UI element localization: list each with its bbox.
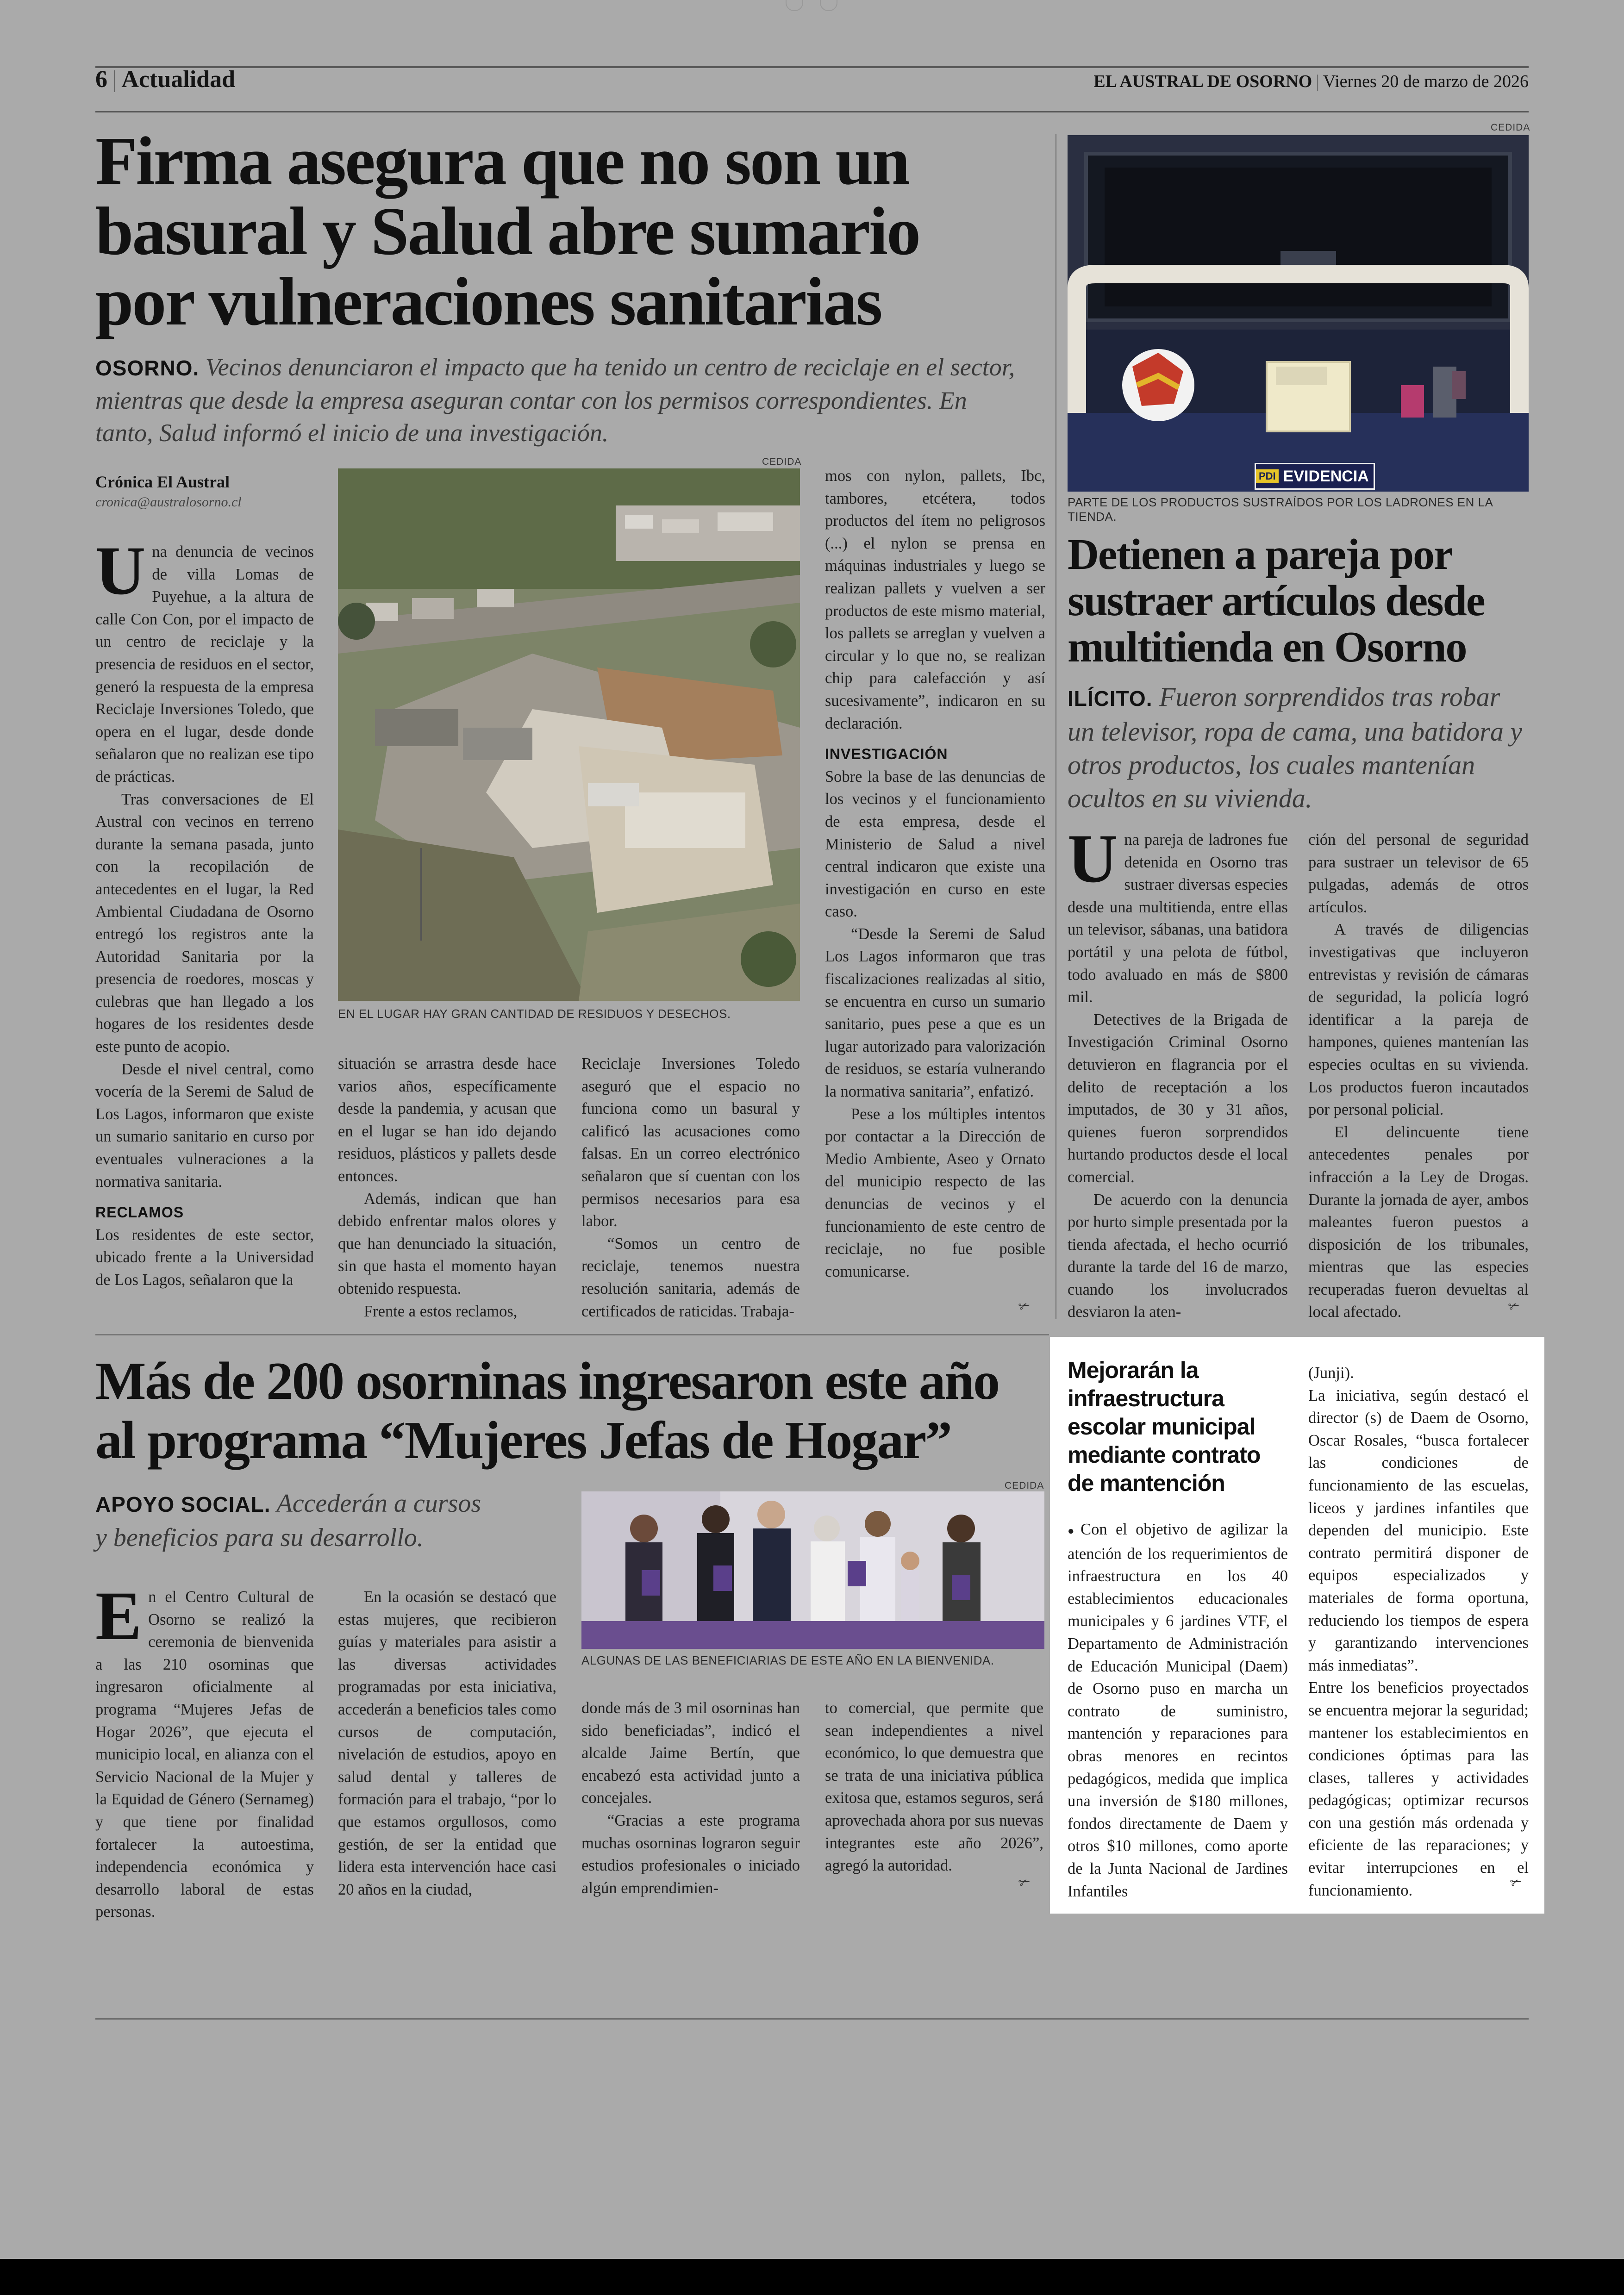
article3-col3: donde más de 3 mil osorninas han sido beneficiadas”, indicó el alcalde Jaime Bertín, que encabezó esta actividad junto a concejales. “Gracias a este programa muchas osorninas lograron seguir estudios profesionales o iniciado algún emprendimien- xyxy=(581,1699,800,1897)
article2-col1: Una pareja de ladrones fue detenida en Osorno tras sustraer diversas especies desde una multitienda, entre ellas un televisor, sábanas, una batidora portátil y una pelota de fútbol, todo avaluado en más de $800 mil. Detectives de la Brigada de Investigación Criminal Osorno detuvieron en flagrancia por el delito de receptación a los imputados, de 30 y 31 años, quienes fueron sorprendidos hurtando productos desde el local comercial. De acuerdo con la denuncia por hurto simple presentada por la tienda afectada, el hecho ocurrió durante la tarde del 16 de marzo, cuando los involucrados desviaron la aten- xyxy=(1068,820,1288,1321)
article4-col2: (Junji). La iniciativa, según destacó el director (s) de Daem de Osorno, Oscar Rosales, “busca fortalecer las condiciones de funcionamiento de las escuelas, liceos y jardines infantiles que dependen del municipio. Este contrato permitirá disponer de equipos especializados y materiales de forma oportuna, reduciendo los tiempos de espera y garantizando intervenciones más inmediatas”. Entre los beneficios proyectados se encuentra mejorar la seguridad; mantener los establecimientos en condiciones óptimas para las clases, talleres y actividades pedagógicas; optimizar recursos con una gestión más ordenada y eficiente de las reparaciones; y evitar interrupciones en el funcionamiento. xyxy=(1308,1364,1529,1899)
header-top-rule xyxy=(95,66,1529,68)
article3-photo-credit: CEDIDA xyxy=(1005,1480,1044,1491)
article2-photo-evidence xyxy=(1068,135,1529,492)
subhead-investigacion: INVESTIGACIÓN xyxy=(825,746,948,763)
article1-title: Firma asegura que no son un basural y Salud abre sumario por vulneraciones sanitarias xyxy=(95,123,920,340)
bullet-marker: ● xyxy=(1068,1525,1079,1537)
page-header-section: 6 | Actualidad xyxy=(95,66,236,93)
article1-kicker: OSORNO. xyxy=(95,356,200,380)
header-bottom-rule xyxy=(95,111,1529,112)
article3-photo-beneficiaries xyxy=(581,1491,1044,1649)
article1-col3: Reciclaje Inversiones Toledo aseguró que el espacio no funciona como un basural y calificó las acusaciones como falsas. En un correo electrónico señalaron que sí cuentan con los permisos necesarios para esa labor. “Somos un centro de reciclaje, tenemos nuestra resolución sanitaria, además de certificados de raticidas. Trabaja- xyxy=(581,1055,800,1320)
group-photo-illustration xyxy=(581,1491,1044,1649)
article3-kicker: APOYO SOCIAL. xyxy=(95,1492,271,1516)
article4-title: Mejorarán la infraestructura escolar municipal mediante contrato de mantención xyxy=(1068,1357,1261,1496)
evidence-photo-illustration xyxy=(1068,135,1529,492)
article1-email: cronica@australosorno.cl xyxy=(95,494,242,510)
article2-title: Detienen a pareja por sustraer artículos desde multitienda en Osorno xyxy=(1068,530,1485,671)
evidence-tag-prefix: PDI xyxy=(1256,469,1279,483)
prev-page-button[interactable] xyxy=(786,0,803,11)
article2-col2: ción del personal de seguridad para sustraer un televisor de 65 pulgadas, además de otros artículos. A través de diligencias investigativas que incluyeron entrevistas y revisión de cámaras de seguridad, la policía logró identificar a la pareja de hampones, quienes mantenían las especies ocultas en su vivienda. Los productos fueron incautados por personal policial. El delincuente tiene antecedentes penales por infracción a la Ley de Drogas. Durante la jornada de ayer, ambos maleantes fueron puestos a disposición de los tribunales, mientras que las especies recuperadas fueron devueltas al local afectado. xyxy=(1308,831,1529,1321)
subhead-reclamos: RECLAMOS xyxy=(95,1204,184,1221)
article3-photo-caption: ALGUNAS DE LAS BENEFICIARIAS DE ESTE AÑO EN LA BIENVENIDA. xyxy=(581,1653,994,1667)
section-separator xyxy=(95,1334,1049,1335)
evidence-tag: PDI EVIDENCIA xyxy=(1255,463,1375,490)
article1-col2: situación se arrastra desde hace varios años, específicamente desde la pandemia, y acusan que en el lugar se han ido dejando residuos, plásticos y pallets desde entonces. Además, indican que han debido enfrentar malos olores y que han denunciado la situación, sin que hasta el momento hayan obtenido respuesta. Frente a estos reclamos, xyxy=(338,1055,556,1320)
article1-col4: mos con nylon, pallets, Ibc, tambores, etcétera, todos productos del ítem no peligrosos (...) el nylon se prensa en máquinas industriales y luego se realizan pallets y vuelven a ser productos de este mismo material, los pallets se arreglan y vuelven a circular y lo que no, se realizan chip para calefacción y así sucesivamente”, indicaron en su declaración. INVESTIGACIÓN Sobre la base de las denuncias de los vecinos y el funcionamiento de esta empresa, desde el Ministerio de Salud a nivel central indicaron que existe una investigación en curso en este caso. “Desde la Seremi de Salud Los Lagos informaron que tras fiscalizaciones realizadas al sitio, se encuentra en curso un sumario sanitario, pues pese a que es un lugar autorizado para valorización de residuos, se estaría vulnerando la normativa sanitaria”, enfatizó. Pese a los múltiples intentos por contactar a la Dirección de Medio Ambiente, Aseo y Ornato del municipio respecto de las denuncias de vecinos y el funcionamiento de este centro de reciclaje, no fue posible comunicarse. xyxy=(825,467,1045,1280)
article3-dek: APOYO SOCIAL. Accederán a cursos y beneficios para su desarrollo. xyxy=(95,1489,481,1552)
article2-photo-credit: CEDIDA xyxy=(1491,122,1530,133)
article1-photo-caption: EN EL LUGAR HAY GRAN CANTIDAD DE RESIDUOS Y DESECHOS. xyxy=(338,1007,731,1021)
section-name: Actualidad xyxy=(121,66,236,93)
page-header-masthead: EL AUSTRAL DE OSORNO | Viernes 20 de marzo de 2026 xyxy=(1093,72,1529,91)
newspaper-name: EL AUSTRAL DE OSORNO xyxy=(1093,72,1312,91)
issue-date: Viernes 20 de marzo de 2026 xyxy=(1323,72,1529,91)
article3-col4: to comercial, que permite que sean independientes a nivel económico, lo que demuestra que se trata de una iniciativa pública exitosa que, estamos seguros, será aprovechada ahora por sus nuevas integrantes este año 2026”, agregó la autoridad. xyxy=(825,1699,1043,1875)
drop-cap: U xyxy=(95,532,146,609)
article1-col1: Una denuncia de vecinos de villa Lomas de Puyehue, a la altura de calle Con Con, por el impacto de un centro de reciclaje y la presencia de residuos en el sector, generó la respuesta de la empresa Reciclaje Inversiones Toledo, que opera en el lugar, desde donde señalaron que no realizan ese tipo de prácticas. Tras conversaciones de El Austral con vecinos en terreno durante la semana pasada, junto con la recopilación de antecedentes en el lugar, la Red Ambiental Ciudadana de Osorno entregó los registros ante la Autoridad Sanitaria por la presencia de roedores, moscas y culebras que han llegado a los hogares de los residentes desde este punto de acopio. Desde el nivel central, como vocería de la Seremi de Salud de Los Lagos, informaron que existe un sumario sanitario en curso por eventuales vulneraciones a la normativa sanitaria. RECLAMOS Los residentes de este sector, ubicado frente a la Universidad de Los Lagos, señalaron que la xyxy=(95,532,314,1289)
article2-photo-caption: PARTE DE LOS PRODUCTOS SUSTRAÍDOS POR LOS LADRONES EN LA TIENDA. xyxy=(1068,495,1493,524)
article3-col1: En el Centro Cultural de Osorno se realizó la ceremonia de bienvenida a las 210 osorninas que ingresaron oficialmente al programa “Mujeres Jefas de Hogar 2026”, que ejecuta el municipio local, en alianza con el Servicio Nacional de la Mujer y la Equidad de Género (Sernameg) y que tiene por finalidad fortalecer la autoestima, independencia económica y desarrollo laboral de estas personas. xyxy=(95,1578,314,1921)
next-page-button[interactable] xyxy=(820,0,837,11)
article2-dek: ILÍCITO. Fueron sorprendidos tras robar un televisor, ropa de cama, una batidora y otros productos, los cuales mantenían ocultos en su vivienda. xyxy=(1068,682,1523,813)
article1-end-mark: ✃ xyxy=(1018,1298,1031,1315)
article4-end-mark: ✃ xyxy=(1510,1875,1522,1891)
viewer-bottom-bar xyxy=(0,2259,1624,2295)
article2-end-mark: ✃ xyxy=(1508,1298,1520,1315)
photo-credit: CEDIDA xyxy=(762,456,802,467)
article1-photo-aerial-yard xyxy=(338,468,800,1001)
aerial-photo-illustration xyxy=(338,468,800,1001)
article1-dek: OSORNO. Vecinos denunciaron el impacto que ha tenido un centro de reciclaje en el sector, mientras que desde la empresa aseguran contar con los permisos correspondientes. En tanto, Salud informó el inicio de una investigación. xyxy=(95,353,1015,447)
article2-kicker: ILÍCITO. xyxy=(1068,686,1153,711)
article3-title: Más de 200 osorninas ingresaron este año al programa “Mujeres Jefas de Hogar” xyxy=(95,1352,999,1470)
article1-byline: Crónica El Austral cronica@australosorno.cl xyxy=(95,472,327,510)
article3-end-mark: ✃ xyxy=(1018,1875,1031,1891)
article3-col2: En la ocasión se destacó que estas mujeres, que recibieron guías y materiales para asistir a las diversas actividades programadas por esta iniciativa, accederán a beneficios tales como cursos de computación, nivelación de estudios, apoyo en salud dental y talleres de formación para el trabajo, “por lo que estamos orgullosos, como gestión, de ser la entidad que lidera esta intervención hace casi 20 años en la ciudad, xyxy=(338,1588,556,1898)
page-number: 6 xyxy=(95,66,107,93)
article4-col1: ● Con el objetivo de agilizar la atención de los requerimientos de infraestructura en los 40 establecimientos educacionales municipales y 6 jardines VTF, el Departamento de Administración de Educación Municipal (Daem) de Osorno puso en marcha un contrato de suministro, mantención y reparaciones para obras menores en recintos pedagógicos, medida que implica una inversión de $180 millones, fondos directamente de Daem y otros $10 millones, como aporte de la Junta Nacional de Jardines Infantiles xyxy=(1068,1521,1288,1900)
page-bottom-rule xyxy=(95,2018,1529,2020)
